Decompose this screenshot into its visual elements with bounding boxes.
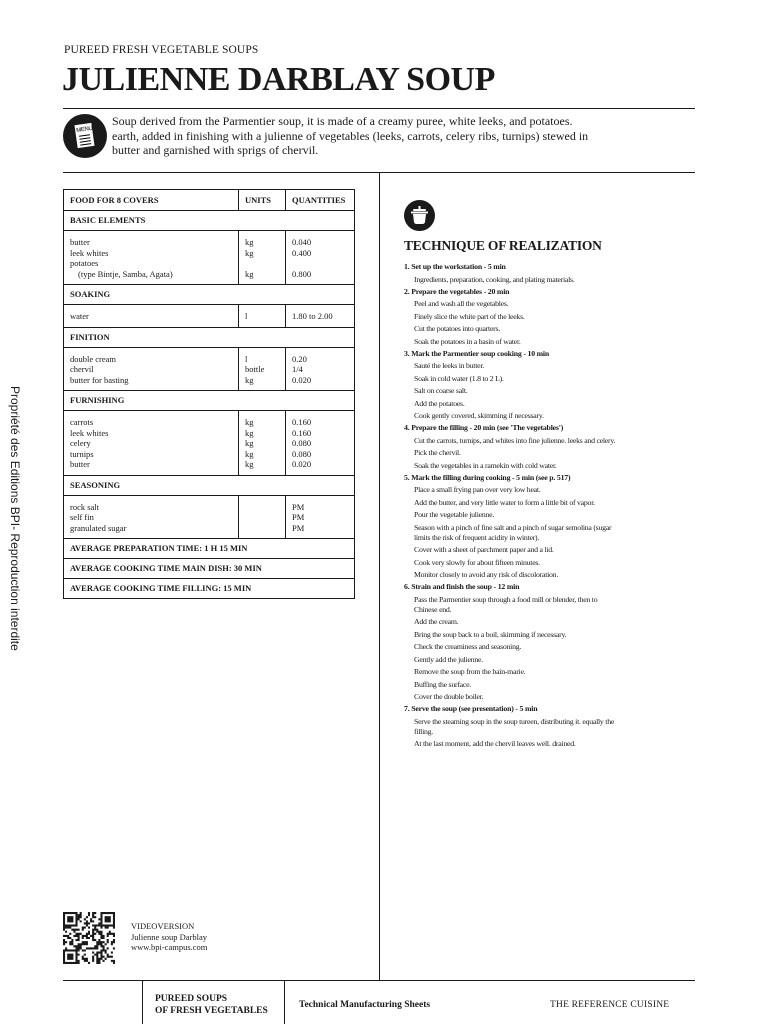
step-line: Add the butter, and very little water to form a little bit of vapor. <box>414 497 595 507</box>
step-line: Serve the steaming soup in the soup tureen, distributing it. equally the filling. <box>414 716 615 736</box>
step-title: 1. Set up the workstation - 5 min <box>404 262 506 271</box>
step-line: Buffing the surface. <box>414 679 471 689</box>
cooking-pot-icon <box>404 200 435 231</box>
footer-divider <box>63 980 695 981</box>
step-line: Soak the vegetables in a ramekin with cold water. <box>414 460 557 470</box>
ingredient-unit <box>245 512 279 523</box>
step-line: Add the potatoes. <box>414 398 465 408</box>
section-row <box>64 285 355 305</box>
ingredient-name: butter <box>70 459 90 469</box>
avg-row <box>64 539 355 559</box>
ingredient-name: leek whites <box>70 247 109 258</box>
step-title: 5. Mark the filling during cooking - 5 min (see p. 517) <box>404 472 571 482</box>
ingredient-name: chervil <box>70 364 94 374</box>
step <box>404 582 619 702</box>
section-title: FINITION <box>64 327 355 347</box>
step-line: Season with a pinch of fine salt and a pinch of sugar semolina (sugar limits the risk of frequent acidity in winter). <box>414 522 612 542</box>
step-line: Place a small frying pan over very low heat. <box>414 485 541 494</box>
col-food-header: FOOD FOR 8 COVERS <box>64 190 239 211</box>
video-name: Julienne soup Darblay <box>131 931 208 942</box>
ingredient-name: (type Bintje, Samba, Agata) <box>78 268 173 279</box>
step <box>404 704 619 749</box>
section-row <box>64 475 355 495</box>
ingredient-qty: 0.800 <box>292 268 312 279</box>
ingredient-qty: 1.80 to 2.00 <box>292 311 333 321</box>
ingredient-name: rock salt <box>70 501 100 512</box>
ingredient-qty: 0.020 <box>292 374 312 385</box>
qr-code-icon <box>63 912 115 964</box>
ingredient-unit: kg <box>245 459 254 469</box>
ingredient-name: potatoes <box>70 258 99 268</box>
step-line: Soak the potatoes in a basin of water. <box>414 336 521 346</box>
step-line: Cook very slowly for about fifteen minutes. <box>414 557 540 567</box>
table-row <box>64 411 355 476</box>
section-row <box>64 391 355 411</box>
step-line: Salt on coarse salt. <box>414 386 468 395</box>
step-line: Cover with a sheet of parchment paper and a lid. <box>414 545 554 554</box>
step-line: Soak in cold water (1.8 to 2 L). <box>414 373 504 383</box>
footer-section-line2: OF FRESH VEGETABLES <box>155 1005 268 1016</box>
section-row <box>64 327 355 347</box>
ingredient-qty: PM <box>292 501 305 512</box>
ingredient-name: celery <box>70 438 91 448</box>
footer-sheets: Technical Manufacturing Sheets <box>299 1000 431 1010</box>
step-line: Peel and wash all the vegetables. <box>414 299 509 308</box>
step <box>404 423 619 471</box>
technique-title: TECHNIQUE OF REALIZATION <box>404 238 602 253</box>
footer-section-line1: PUREED SOUPS <box>155 994 228 1004</box>
section-title: SOAKING <box>64 285 355 305</box>
ingredients-table <box>63 189 355 599</box>
ingredient-name: granulated sugar <box>70 522 127 533</box>
avg-row <box>64 559 355 579</box>
ingredient-unit: kg <box>245 268 254 279</box>
step-line: Remove the soup from the bain-marie. <box>414 667 526 676</box>
footer-section <box>155 994 268 1017</box>
ingredient-unit: kg <box>245 237 254 247</box>
ingredient-qty: 0.040 <box>292 237 312 247</box>
step-title: 2. Prepare the vegetables - 20 min <box>404 286 510 296</box>
ingredient-qty: 0.160 <box>292 427 312 438</box>
ingredient-qty: PM <box>292 512 305 522</box>
intro-text: Soup derived from the Parmentier soup, it is made of a creamy puree, white leeks, and potatoes. earth, added in finishing with a julienne of vegetables (leeks, carrots, celery ribs, turnips) stewed in butter and garnished with sprigs of chervil. <box>112 114 589 157</box>
menu-icon-label: MENU <box>75 125 94 135</box>
menu-icon <box>63 114 107 158</box>
step-line: Cut the potatoes into quarters. <box>414 324 501 333</box>
step-line: Check the creaminess and seasoning. <box>414 642 522 651</box>
step-line: Finely slice the white part of the leeks. <box>414 311 525 321</box>
step <box>404 473 619 581</box>
step-line: Monitor closely to avoid any risk of discoloration. <box>414 570 559 579</box>
step-line: Cook gently covered, skimming if necessary. <box>414 411 544 420</box>
column-divider <box>379 172 380 980</box>
video-label: VIDEOVERSION <box>131 921 195 931</box>
step-line: Cover the double boiler. <box>414 692 484 701</box>
step <box>404 262 619 285</box>
col-quantities-header: QUANTITIES <box>286 190 355 211</box>
avg-row <box>64 579 355 599</box>
section-title: BASIC ELEMENTS <box>64 211 355 231</box>
col-units-header: UNITS <box>239 190 286 211</box>
avg-prep-time: AVERAGE PREPARATION TIME: 1 H 15 MIN <box>64 539 355 559</box>
section-row <box>64 211 355 231</box>
step-line: Cut the carrots, turnips, and whites into fine julienne. leeks and celery. <box>414 435 616 445</box>
avg-cook-time-filling: AVERAGE COOKING TIME FILLING: 15 MIN <box>64 579 355 599</box>
ingredient-qty: PM <box>292 522 305 533</box>
step-title: 3. Mark the Parmentier soup cooking - 10 min <box>404 348 550 358</box>
section-title: FURNISHING <box>64 391 355 411</box>
ingredient-unit: kg <box>245 247 254 258</box>
page-title: JULIENNE DARBLAY SOUP <box>62 61 495 98</box>
ingredient-unit: kg <box>245 438 254 448</box>
step-line: Gently add the julienne. <box>414 654 483 664</box>
step-line: Bring the soup back to a boil, skimming if necessary. <box>414 629 567 639</box>
ingredient-qty: 0.20 <box>292 353 307 364</box>
video-url[interactable]: www.bpi-campus.com <box>131 942 208 952</box>
step-title: 7. Serve the soup (see presentation) - 5 min <box>404 704 538 713</box>
table-header-row <box>64 190 355 211</box>
footer-divider-left <box>142 980 143 1024</box>
step-line: Ingredients, preparation, cooking, and plating materials. <box>414 274 575 284</box>
ingredient-qty: 0.080 <box>292 438 312 448</box>
ingredient-name: butter for basting <box>70 374 129 385</box>
ingredient-unit: kg <box>245 417 254 427</box>
step-line: Pour the vegetable julienne. <box>414 510 495 519</box>
table-row <box>64 305 355 328</box>
video-info <box>131 921 207 953</box>
table-row <box>64 495 355 539</box>
avg-cook-time-main: AVERAGE COOKING TIME MAIN DISH: 30 MIN <box>64 559 355 579</box>
footer-book: THE REFERENCE CUISINE <box>550 1000 670 1010</box>
header-divider <box>63 108 695 109</box>
ingredient-unit: l <box>245 311 248 321</box>
ingredient-unit <box>245 258 279 269</box>
footer-divider-mid <box>284 980 285 1024</box>
table-row <box>64 347 355 391</box>
ingredient-name: self fin <box>70 512 94 522</box>
ingredient-unit <box>245 502 279 513</box>
ingredient-name: double cream <box>70 353 117 364</box>
step-line: Pick the chervil. <box>414 448 461 457</box>
ingredient-unit: bottle <box>245 364 265 374</box>
ingredient-qty: 0.080 <box>292 448 312 459</box>
copyright-text: Propriété des Editions BPI- Reproduction interdite <box>8 386 22 651</box>
ingredient-name: turnips <box>70 448 94 459</box>
step-line: Add the cream. <box>414 617 459 626</box>
ingredient-qty: 0.020 <box>292 459 312 469</box>
step <box>404 287 619 347</box>
ingredient-name: butter <box>70 237 90 247</box>
ingredient-unit: kg <box>245 427 254 438</box>
technique-steps <box>404 262 619 751</box>
ingredient-unit: kg <box>245 374 254 385</box>
step-title: 4. Prepare the filling - 20 min (see 'The vegetables') <box>404 423 564 432</box>
ingredient-name: water <box>70 311 89 321</box>
table-row <box>64 231 355 285</box>
ingredient-unit: l <box>245 353 248 364</box>
ingredient-unit <box>245 523 279 534</box>
step <box>404 349 619 422</box>
ingredient-name: carrots <box>70 417 94 427</box>
ingredient-name: leek whites <box>70 427 109 438</box>
step-title: 6. Strain and finish the soup - 12 min <box>404 582 520 591</box>
ingredient-qty: 0.160 <box>292 417 312 427</box>
ingredient-qty: 1/4 <box>292 364 303 374</box>
step-line: Sauté the leeks in butter. <box>414 361 484 370</box>
ingredient-qty <box>292 258 348 269</box>
category-label: PUREED FRESH VEGETABLE SOUPS <box>64 44 259 56</box>
step-line: Pass the Parmentier soup through a food mill or blender, then to Chinese end. <box>414 594 598 614</box>
section-title: SEASONING <box>64 475 355 495</box>
ingredient-unit: kg <box>245 448 254 459</box>
ingredient-qty: 0.400 <box>292 247 312 258</box>
copyright-side-text <box>8 386 22 656</box>
step-line: At the last moment, add the chervil leaves well. drained. <box>414 739 576 748</box>
